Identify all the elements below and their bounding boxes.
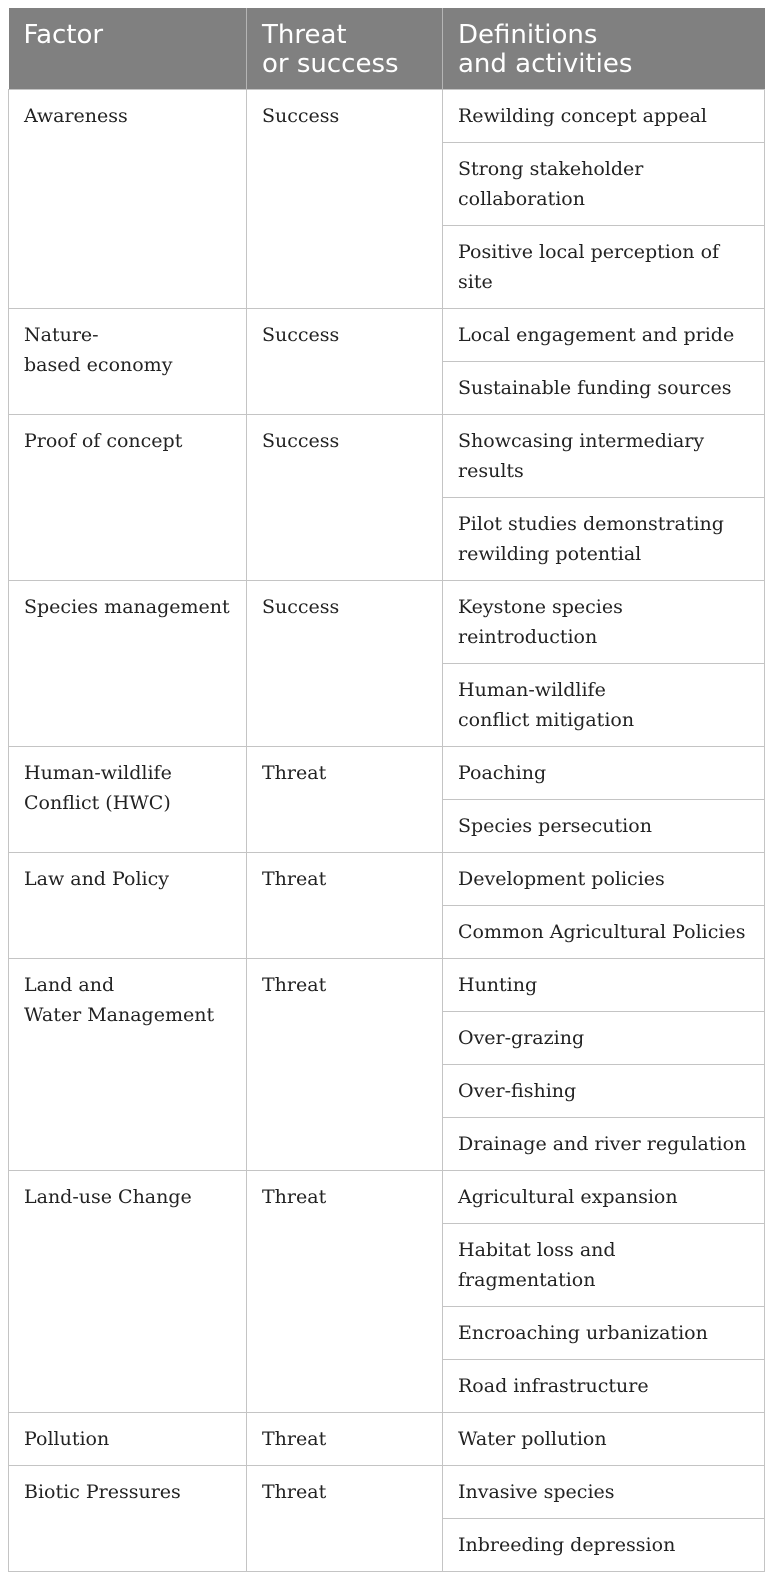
factor-cell [9, 581, 247, 747]
definition-text: Showcasing intermediary results [458, 430, 705, 482]
definition-text: Drainage and river regulation [458, 1133, 747, 1155]
definition-cell [443, 362, 765, 415]
threat-or-success-cell: Threat [247, 747, 443, 853]
threat-or-success-cell: Threat [247, 1466, 443, 1572]
definition-cell [443, 226, 765, 309]
header-threat-line2: or success [262, 49, 399, 79]
definition-text: Common Agricultural Policies [458, 921, 746, 943]
factor-cell [9, 747, 247, 853]
table-row [9, 1413, 765, 1466]
definition-text: Sustainable funding sources [458, 377, 732, 399]
definition-text: Over-grazing [458, 1027, 585, 1049]
table-row [9, 90, 765, 143]
header-definitions [443, 8, 765, 90]
definition-text: Inbreeding depression [458, 1534, 676, 1556]
factor-label: Human-wildlife [24, 762, 172, 784]
factor-label: Water Management [24, 1004, 215, 1026]
header-row [9, 8, 765, 90]
factor-label: Proof of concept [24, 430, 183, 452]
table-row [9, 747, 765, 800]
definition-text: Rewilding concept appeal [458, 105, 707, 127]
definition-cell [443, 1466, 765, 1519]
factor-cell [9, 1466, 247, 1572]
definition-cell [443, 498, 765, 581]
table-row [9, 1466, 765, 1519]
table-row [9, 853, 765, 906]
table-row [9, 581, 765, 664]
threat-or-success-cell: Threat [247, 959, 443, 1171]
factor-cell [9, 90, 247, 309]
factor-label: Land-use Change [24, 1186, 192, 1208]
definition-text: Strong stakeholder collaboration [458, 158, 644, 210]
definition-cell [443, 1118, 765, 1171]
factor-label: based economy [24, 354, 173, 376]
factor-cell [9, 853, 247, 959]
table-row [9, 309, 765, 362]
factor-cell [9, 959, 247, 1171]
definition-cell [443, 309, 765, 362]
factor-label: Biotic Pressures [24, 1481, 181, 1503]
factor-label: Law and Policy [24, 868, 169, 890]
definition-text: Agricultural expansion [458, 1186, 678, 1208]
factor-label: Conflict (HWC) [24, 792, 171, 814]
definition-cell [443, 1012, 765, 1065]
definition-text: conflict mitigation [458, 709, 635, 731]
definition-cell [443, 1065, 765, 1118]
definition-cell [443, 853, 765, 906]
factor-label: Nature- [24, 324, 99, 346]
header-factor [9, 8, 247, 90]
definition-cell [443, 959, 765, 1012]
definition-cell [443, 1519, 765, 1572]
factor-label: Awareness [24, 105, 128, 127]
factor-cell [9, 415, 247, 581]
factor-cell [9, 1413, 247, 1466]
definition-cell [443, 415, 765, 498]
factor-label: Land and [24, 974, 115, 996]
header-factor-label: Factor [23, 20, 104, 50]
definition-cell [443, 1307, 765, 1360]
definition-text: Pilot studies demonstrating [458, 513, 724, 535]
threat-or-success-cell: Threat [247, 1171, 443, 1413]
definition-cell [443, 1360, 765, 1413]
definition-cell [443, 747, 765, 800]
table-body [9, 90, 765, 1572]
table-row [9, 1171, 765, 1224]
factors-table [8, 8, 765, 1572]
header-threat-line1: Threat [262, 20, 347, 50]
definition-text: Local engagement and pride [458, 324, 735, 346]
threat-or-success-cell: Success [247, 581, 443, 747]
definition-cell [443, 664, 765, 747]
definition-text: Positive local perception of site [458, 241, 720, 293]
factor-label: Species management [24, 596, 230, 618]
definition-text: Over-fishing [458, 1080, 577, 1102]
header-definitions-line2: and activities [458, 49, 633, 79]
definition-text: Poaching [458, 762, 547, 784]
definition-text: Human-wildlife [458, 679, 606, 701]
threat-or-success-cell: Success [247, 309, 443, 415]
table-row [9, 415, 765, 498]
threat-or-success-cell: Threat [247, 853, 443, 959]
threat-or-success-cell: Success [247, 415, 443, 581]
definition-cell [443, 143, 765, 226]
factor-cell [9, 309, 247, 415]
definition-text: Invasive species [458, 1481, 615, 1503]
definition-cell [443, 800, 765, 853]
definition-text: Encroaching urbanization [458, 1322, 708, 1344]
threat-or-success-cell: Success [247, 90, 443, 309]
definition-cell [443, 906, 765, 959]
header-definitions-line1: Definitions [458, 20, 598, 50]
definition-text: Water pollution [458, 1428, 607, 1450]
definition-cell [443, 1171, 765, 1224]
table-row [9, 959, 765, 1012]
definition-text: Keystone species reintroduction [458, 596, 623, 648]
definition-text: Development policies [458, 868, 665, 890]
definition-cell [443, 581, 765, 664]
header-threat-or-success [247, 8, 443, 90]
definition-text: Habitat loss and fragmentation [458, 1239, 616, 1291]
factor-label: Pollution [24, 1428, 110, 1450]
factor-cell [9, 1171, 247, 1413]
definition-cell [443, 1413, 765, 1466]
definition-text: Species persecution [458, 815, 652, 837]
definition-cell [443, 1224, 765, 1307]
definition-text: Road infrastructure [458, 1375, 649, 1397]
table-header [9, 8, 765, 90]
definition-text: rewilding potential [458, 543, 642, 565]
threat-or-success-cell: Threat [247, 1413, 443, 1466]
definition-text: Hunting [458, 974, 538, 996]
definition-cell [443, 90, 765, 143]
